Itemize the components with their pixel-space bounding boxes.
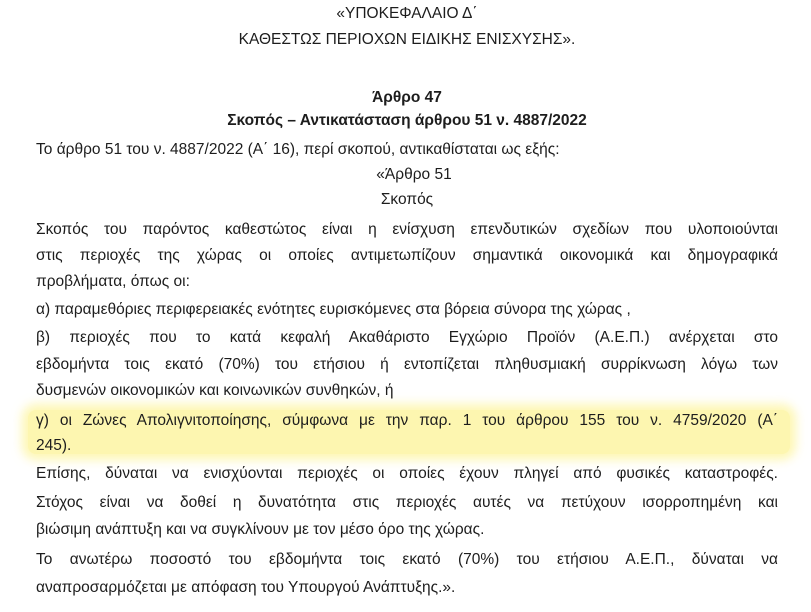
list-item-b-line: β) περιοχές που το κατά κεφαλή Ακαθάριστο Εγχώριο Προϊόν (Α.Ε.Π.) ανέρχεται στο	[36, 329, 778, 346]
paragraph-2: Επίσης, δύναται να ενισχύονται περιοχές οι οποίες έχουν πληγεί από φυσικές καταστροφές.	[36, 465, 778, 482]
article-title: Σκοπός – Αντικατάσταση άρθρου 51 ν. 4887/2022	[227, 112, 587, 129]
paragraph-1-line: Σκοπός του παρόντος καθεστώτος είναι η ενίσχυση επενδυτικών σχεδίων που υλοποιούνται	[36, 221, 778, 238]
paragraph-3-line: Στόχος είναι να δοθεί η δυνατότητα στις περιοχές αυτές να πετύχουν ισορροπημένη και	[36, 494, 778, 511]
paragraph-1-line: προβλήματα, όπως οι:	[36, 273, 190, 290]
list-item-c-line: 245).	[36, 437, 72, 454]
list-item-b-line: δυσμενών οικονομικών και κοινωνικών συνθηκών, ή	[36, 382, 394, 399]
list-item-a: α) παραμεθόριες περιφερειακές ενότητες ευρισκόμενες στα βόρεια σύνορα της χώρας ,	[36, 301, 631, 318]
article-number: Άρθρο 47	[372, 89, 442, 106]
chapter-heading-line1: «ΥΠΟΚΕΦΑΛΑΙΟ Δ΄	[336, 5, 478, 22]
chapter-heading-line2: ΚΑΘΕΣΤΩΣ ΠΕΡΙΟΧΩΝ ΕΙΔΙΚΗΣ ΕΝΙΣΧΥΣΗΣ».	[238, 31, 576, 48]
paragraph-4-line: αναπροσαρμόζεται με απόφαση του Υπουργού Ανάπτυξης.».	[36, 579, 456, 596]
list-item-b-line: εβδομήντα τοις εκατό (70%) του ετήσιου ή εντοπίζεται πληθυσμιακή συρρίκνωση λόγω των	[36, 356, 778, 373]
inner-article-title: Σκοπός	[380, 191, 434, 208]
paragraph-4-line: Το ανωτέρω ποσοστό του εβδομήντα τοις εκατό (70%) του ετήσιου Α.Ε.Π., δύναται να	[36, 551, 778, 568]
article-intro: Το άρθρο 51 του ν. 4887/2022 (Α΄ 16), περί σκοπού, αντικαθίσταται ως εξής:	[36, 141, 560, 158]
paragraph-1-line: στις περιοχές της χώρας οι οποίες αντιμετωπίζουν σημαντικά οικονομικά και δημογραφικά	[36, 247, 778, 264]
inner-article-number: «Άρθρο 51	[376, 166, 452, 183]
list-item-c-line: γ) οι Ζώνες Απολιγνιτοποίησης, σύμφωνα με την παρ. 1 του άρθρου 155 του ν. 4759/2020 (Α΄	[36, 412, 778, 429]
paragraph-3-line: βιώσιμη ανάπτυξη και να συγκλίνουν με τον μέσο όρο της χώρας.	[36, 521, 485, 538]
